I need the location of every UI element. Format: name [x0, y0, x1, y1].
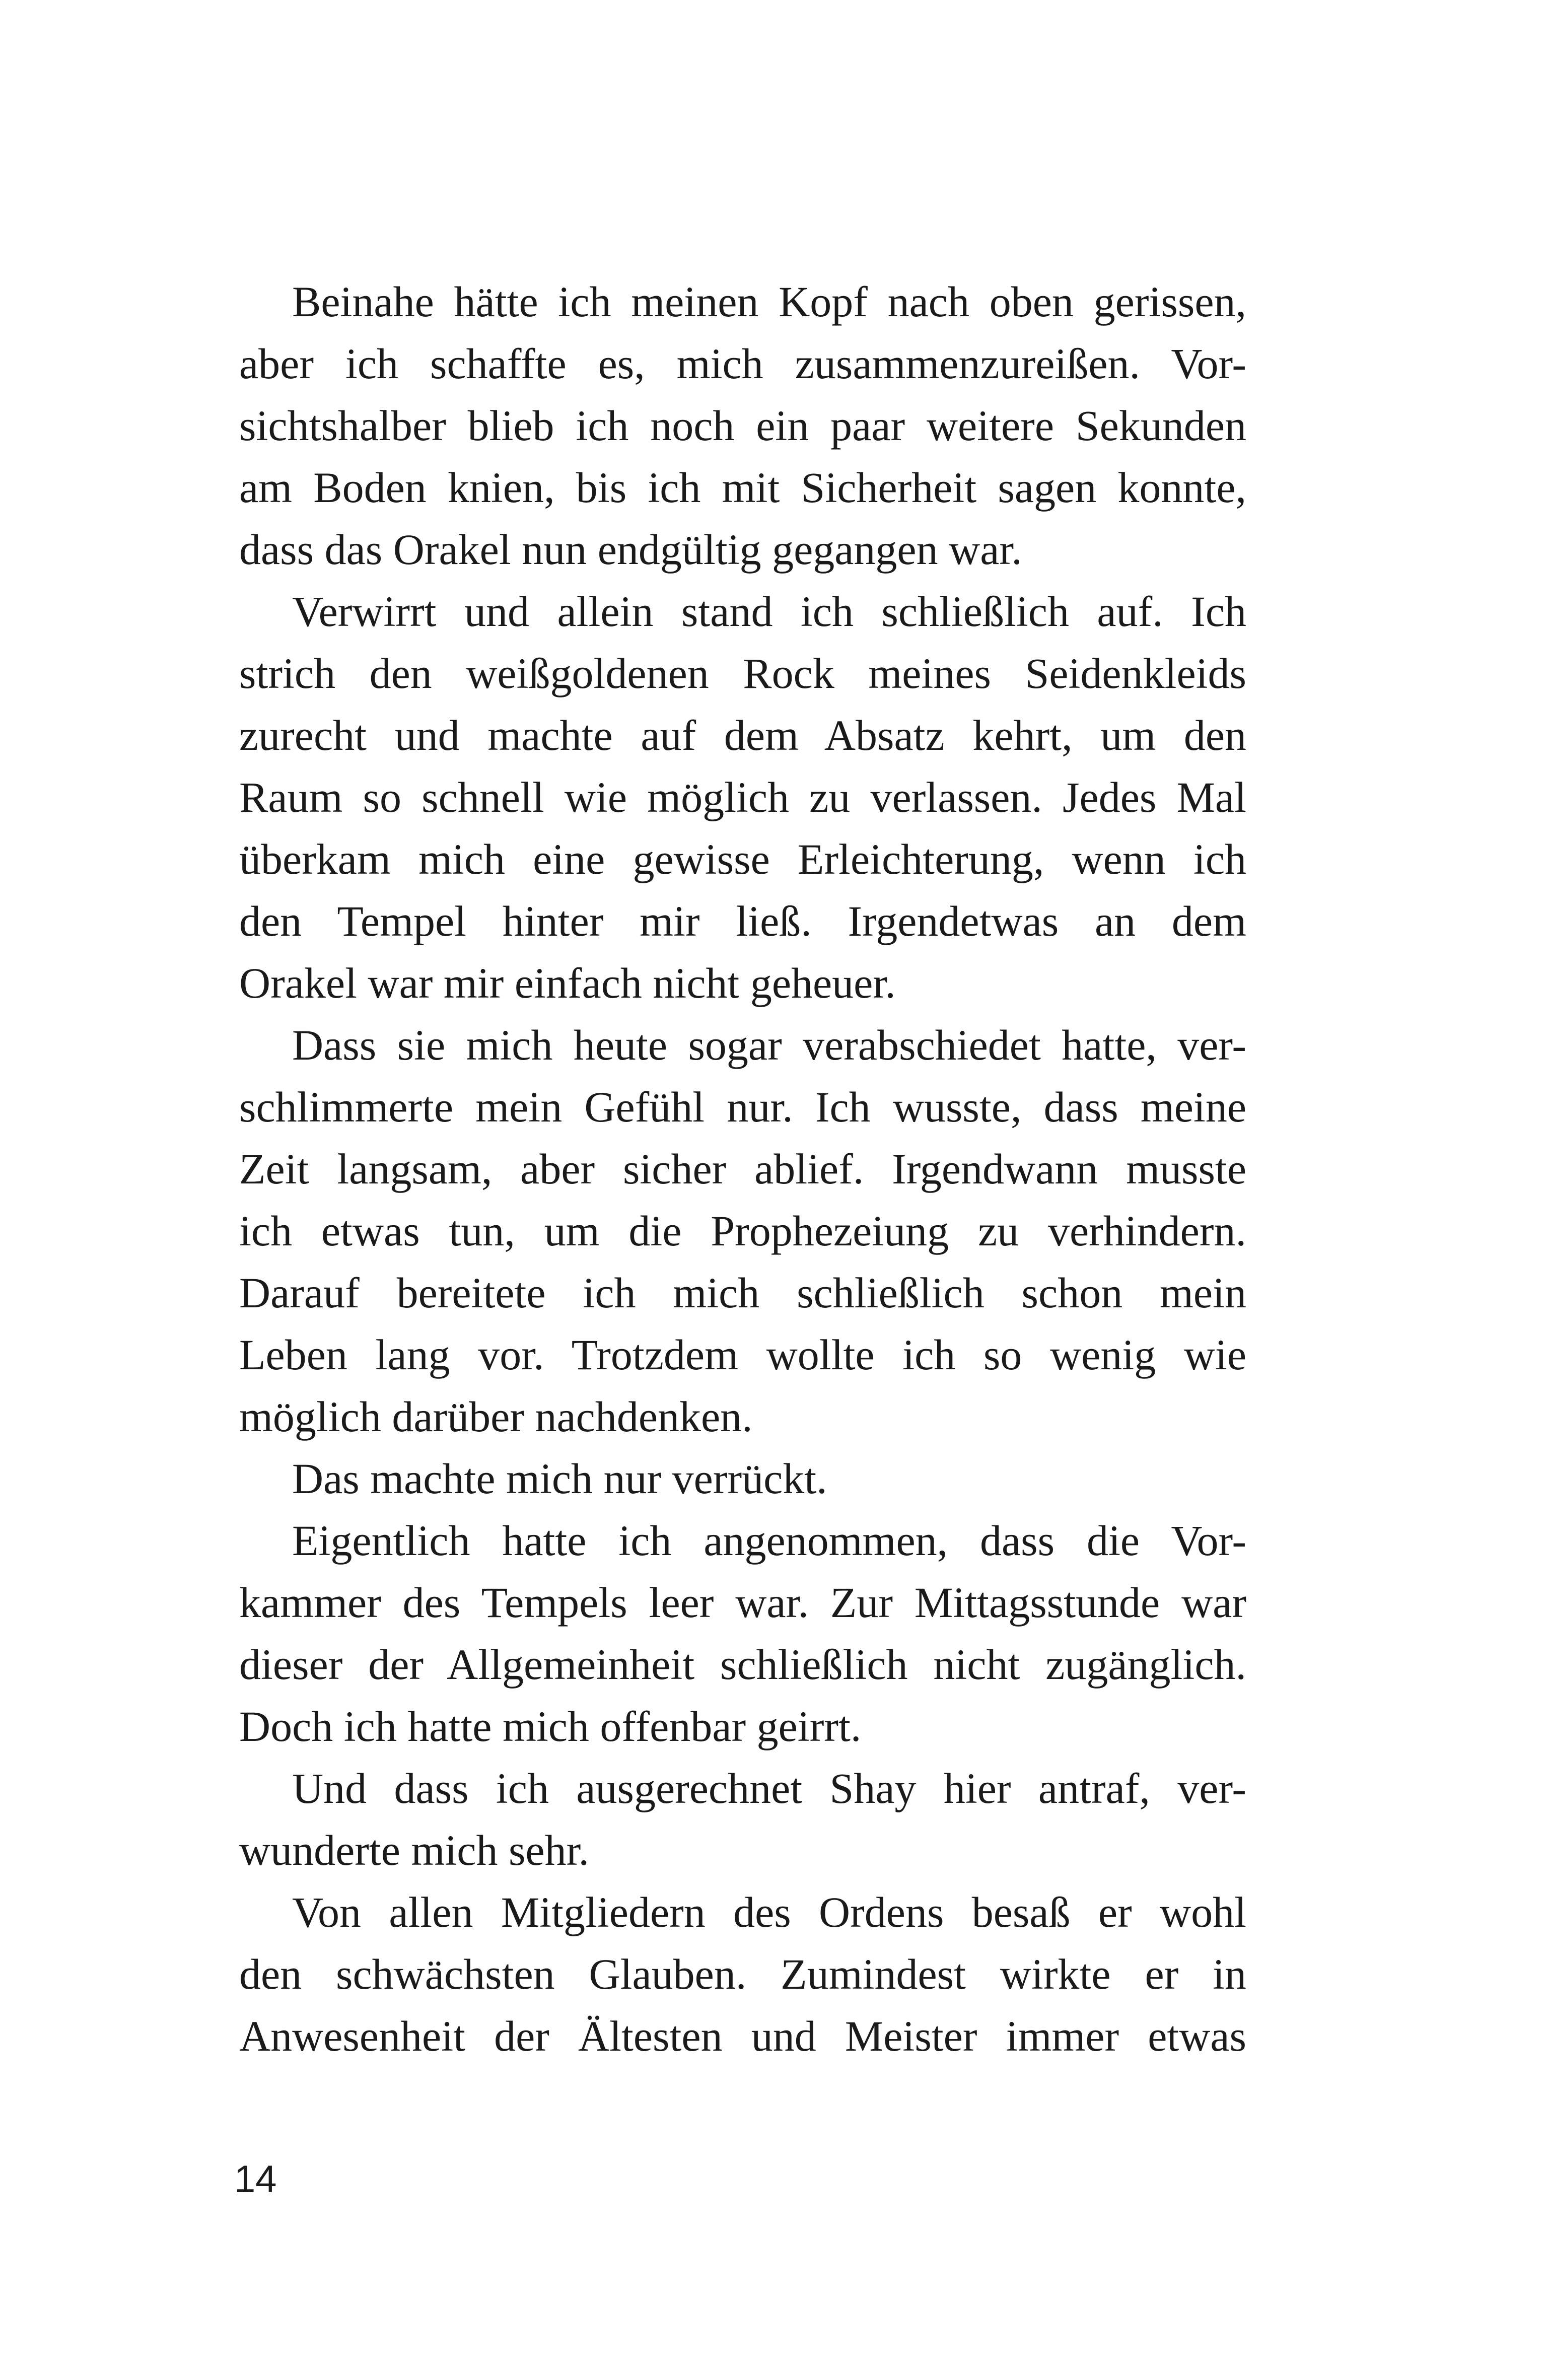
body-text	[239, 271, 1246, 2067]
text-line: zurecht und machte auf dem Absatz kehrt, um den	[239, 711, 1246, 759]
text-line: kammer des Tempels leer war. Zur Mittagsstunde war	[239, 1578, 1246, 1627]
text-line: überkam mich eine gewisse Erleichterung, wenn ich	[239, 835, 1246, 883]
text-line: Leben lang vor. Trotzdem wollte ich so wenig wie	[239, 1331, 1246, 1379]
text-line: ich etwas tun, um die Prophezeiung zu verhindern.	[239, 1207, 1246, 1255]
text-line: Doch ich hatte mich offenbar geirrt.	[239, 1702, 862, 1751]
text-line: Zeit langsam, aber sicher ablief. Irgendwann musste	[239, 1145, 1246, 1193]
text-line: aber ich schaffte es, mich zusammenzureißen. Vor-	[239, 339, 1246, 388]
text-line: dass das Orakel nun endgültig gegangen war.	[239, 525, 1022, 574]
text-line: möglich darüber nachdenken.	[239, 1392, 753, 1441]
text-line: Orakel war mir einfach nicht geheuer.	[239, 959, 896, 1007]
text-line: am Boden knien, bis ich mit Sicherheit sagen konnte,	[239, 463, 1246, 512]
text-line: sichtshalber blieb ich noch ein paar weitere Sekunden	[239, 401, 1246, 450]
text-line: den Tempel hinter mir ließ. Irgendetwas an dem	[239, 897, 1246, 945]
text-line: schlimmerte mein Gefühl nur. Ich wusste, dass meine	[239, 1083, 1246, 1131]
text-line: Und dass ich ausgerechnet Shay hier antraf, ver-	[292, 1764, 1246, 1812]
text-line: dieser der Allgemeinheit schließlich nicht zugänglich.	[239, 1640, 1246, 1689]
text-line: Beinahe hätte ich meinen Kopf nach oben gerissen,	[292, 277, 1246, 326]
text-line: Das machte mich nur verrückt.	[292, 1454, 827, 1503]
text-line: Anwesenheit der Ältesten und Meister immer etwas	[239, 2012, 1246, 2060]
text-line: strich den weißgoldenen Rock meines Seidenkleids	[239, 649, 1246, 697]
text-line: Verwirrt und allein stand ich schließlich auf. Ich	[292, 587, 1246, 636]
text-line: Von allen Mitgliedern des Ordens besaß er wohl	[292, 1888, 1246, 1936]
text-line: den schwächsten Glauben. Zumindest wirkte er in	[239, 1950, 1246, 1998]
text-line: Darauf bereitete ich mich schließlich schon mein	[239, 1269, 1246, 1317]
text-line: Dass sie mich heute sogar verabschiedet hatte, ver-	[292, 1021, 1246, 1069]
text-line: Eigentlich hatte ich angenommen, dass die Vor-	[292, 1516, 1246, 1565]
text-line: Raum so schnell wie möglich zu verlassen. Jedes Mal	[239, 773, 1246, 821]
page-number: 14	[234, 2158, 277, 2201]
text-line: wunderte mich sehr.	[239, 1826, 589, 1874]
